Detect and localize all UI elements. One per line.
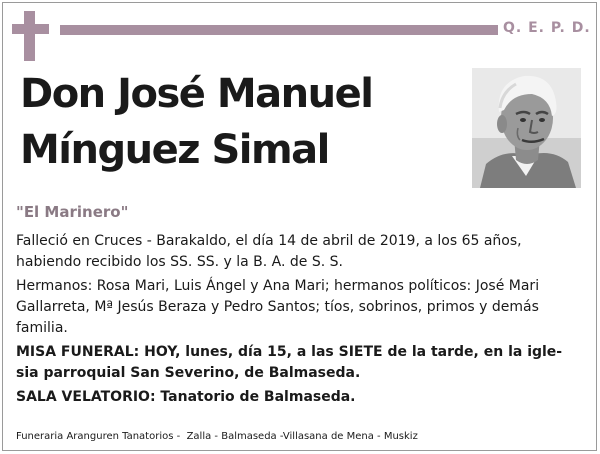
deceased-name: [20, 66, 460, 178]
funeral-home-footer: Funeraria Aranguren Tanatorios - Zalla - Balmaseda -Villasana de Mena - Muskiz: [16, 431, 418, 442]
qepd-label: Q. E. P. D.: [503, 20, 591, 36]
obituary-body: [16, 231, 586, 411]
funeral-text-line: MISA FUNERAL: HOY, lunes, día 15, a las SIETE de la tarde, en la igle-: [16, 344, 563, 360]
family-text-line: familia.: [16, 320, 68, 336]
header-divider: [60, 25, 498, 35]
funeral-text-line: sia parroquial San Severino, de Balmaseda.: [16, 365, 361, 381]
name-line-2: Mínguez Simal: [20, 127, 329, 173]
cross-icon-bar: [12, 24, 49, 34]
name-line-1: Don José Manuel: [20, 71, 373, 117]
family-text-line: Hermanos: Rosa Mari, Luis Ángel y Ana Mari; hermanos políticos: José Mari: [16, 278, 540, 294]
cross-icon: [24, 11, 35, 61]
nickname: "El Marinero": [16, 203, 129, 221]
death-paragraph: [16, 231, 586, 273]
family-text-line: Gallarreta, Mª Jesús Beraza y Pedro Santos; tíos, sobrinos, primos y demás: [16, 299, 539, 315]
family-paragraph: [16, 276, 586, 339]
funeral-paragraph: [16, 342, 586, 384]
death-text-line: habiendo recibido los SS. SS. y la B. A. de S. S.: [16, 254, 343, 270]
wake-text: SALA VELATORIO: Tanatorio de Balmaseda.: [16, 389, 356, 405]
wake-paragraph: [16, 387, 586, 408]
portrait-photo: [472, 68, 581, 188]
death-text-line: Falleció en Cruces - Barakaldo, el día 14 de abril de 2019, a los 65 años,: [16, 233, 522, 249]
